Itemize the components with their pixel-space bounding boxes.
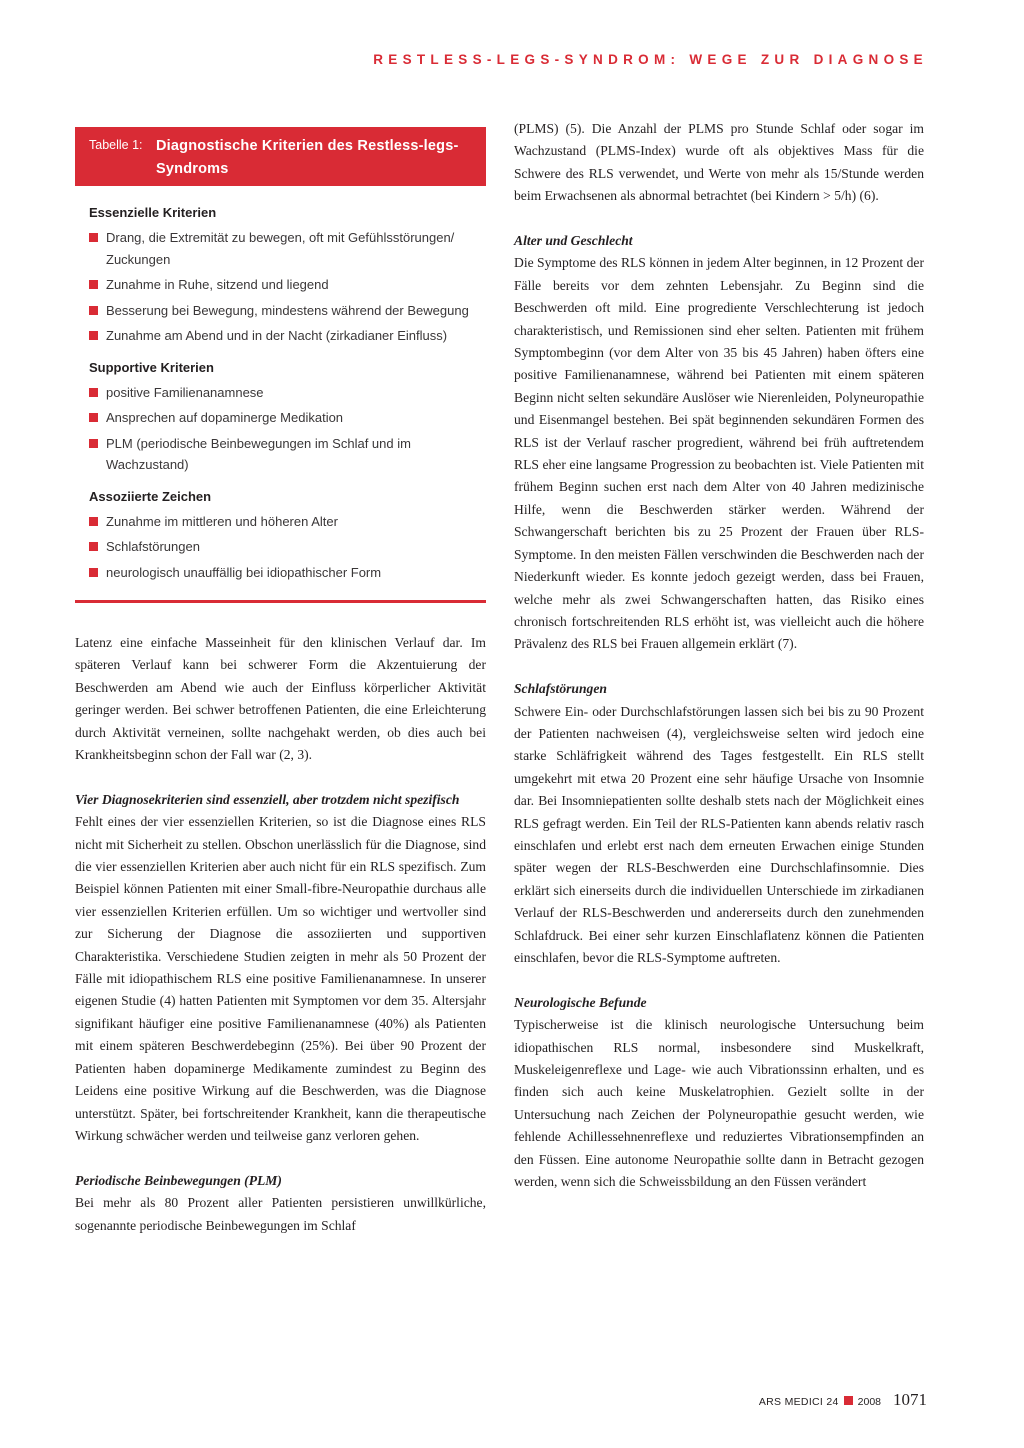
bullet-square-icon	[89, 306, 98, 315]
criteria-group-supportive	[89, 359, 486, 476]
bullet-square-icon	[89, 439, 98, 448]
criteria-item	[89, 325, 486, 347]
criteria-group-essential	[89, 204, 486, 347]
criteria-item	[89, 407, 486, 429]
criteria-item-text: PLM (periodische Beinbewegungen im Schlaf und im Wachzustand)	[106, 435, 411, 472]
issue-year: 2008	[857, 1396, 881, 1408]
criteria-item	[89, 274, 486, 296]
criteria-list	[89, 227, 486, 347]
table-bottom-rule	[75, 600, 486, 603]
bullet-square-icon	[89, 517, 98, 526]
table-body	[75, 186, 486, 583]
paragraph: (PLMS) (5). Die Anzahl der PLMS pro Stunde Schlaf oder sogar im Wachzustand (PLMS-Index) wurde oft als objektives Mass für die Schwere des RLS verwendet, und Werte von mehr als 15/Stunde werden beim Erwachsenen als abnormal betrachtet (bei Kindern > 5/h) (6).	[514, 121, 924, 204]
table-box	[75, 127, 486, 595]
section-heading: Alter und Geschlecht	[514, 233, 633, 249]
paragraph: Die Symptome des RLS können in jedem Alter beginnen, in 12 Prozent der Fälle bereits vor dem zehnten Lebensjahr. Zu Beginn sind die Beschwerden oft mild. Eine progrediente Verschlechterung ist jedoch charakteristisch, und Remissionen sind eher selten. Patienten mit frühem Symptombeginn (vor dem Alter von 35 bis 45 Jahren) haben öfters eine positive Familienanamnese, während bei Patienten mit einem späteren Beginn nicht selten sekundäre Auslöser wie Nierenleiden, Polyneuropathie und Eisenmangel bestehen. Bei spät beginnenden sekundären Formen des RLS ist der Verlauf rascher progredient, während bei früh auftretendem RLS eher eine langsame Progression zu beobachten ist. Viele Patienten mit frühem Beginn suchen erst nach dem Alter von 40 Jahren medizinische Hilfe, wenn die Beschwerden stärker werden. Während der Schwangerschaft berichten bis zu 25 Prozent der Frauen über RLS-Symptome. In den meisten Fällen verschwinden die Beschwerden nach der Niederkunft wieder. Es konnte jedoch gezeigt werden, dass bei Frauen, welche mehr als zwei Schwangerschaften hatten, das Risiko eines chronisch fortschreitenden RLS erhöht ist, was vielleicht auch die höhere Prävalenz des RLS bei Frauen allgemein erklärt (7).	[514, 255, 924, 652]
criteria-item-text: neurologisch unauffällig bei idiopathischer Form	[106, 564, 382, 580]
bullet-square-icon	[89, 388, 98, 397]
section-heading: Neurologische Befunde	[514, 994, 647, 1010]
bullet-square-icon	[89, 331, 98, 340]
criteria-item	[89, 382, 486, 404]
criteria-item-text: Zunahme in Ruhe, sitzend und liegend	[106, 277, 329, 292]
paragraph: Bei mehr als 80 Prozent aller Patienten persistieren unwillkürliche, sogenannte periodische Beinbewegungen im Schlaf	[75, 1195, 486, 1233]
criteria-heading: Essenzielle Kriterien	[89, 205, 217, 220]
paragraph: Typischerweise ist die klinisch neurologische Untersuchung beim idiopathischen RLS normal, insbesondere sind Muskelkraft, Muskeleigenreflexe und Lage- wie auch Vibrationssinn erhalten, und es finden sich auch keine Muskelatrophien. Gezielt sollte in der Untersuchung nach Zeichen der Polyneuropathie gesucht werden, wie fehlende Achillessehnenreflexe und reduziertes Vibrationsempfinden an den Füssen. Eine autonome Neuropathie sollte dann in Betracht gezogen werden, wenn sich die Schweissbildung an den Füssen verändert	[514, 1017, 924, 1190]
paragraph: Schwere Ein- oder Durchschlafstörungen lassen sich bei bis zu 90 Prozent der Patienten nachweisen (4), vergleichsweise selten wird jedoch eine starke Schläfrigkeit während des Tages festgestellt. Ein RLS stellt umgekehrt mit etwa 20 Prozent eine sehr häufige Ursache von Insomnie dar. Bei Insomniepatienten sollte deshalb stets nach der Möglichkeit eines RLS gefragt werden. Ein Teil der RLS-Patienten kann abends relativ rasch einschlafen und erlebt erst nach dem erneuten Erwachen einige Stunden später wegen der RLS-Beschwerden eine Durchschlafinsomnie. Dies erklärt sich einerseits durch die individuellen Unterschiede im zirkadianen Verlauf der RLS-Beschwerden und andererseits durch den zunehmenden Schlafdruck. Bei einer sehr kurzen Einschlaflatenz können die Patienten einschlafen, bevor die RLS-Symptome auftreten.	[514, 703, 924, 965]
criteria-heading: Supportive Kriterien	[89, 359, 214, 375]
criteria-item-text: Drang, die Extremität zu bewegen, oft mit Gefühlsstörungen/ Zuckungen	[106, 230, 455, 267]
footer-square-icon	[844, 1396, 853, 1405]
criteria-item-text: Schlafstörungen	[106, 539, 200, 554]
section-heading: Vier Diagnosekriterien sind essenziell, aber trotzdem nicht spezifisch	[75, 791, 460, 807]
criteria-item	[89, 511, 486, 533]
bullet-square-icon	[89, 413, 98, 422]
left-column	[75, 632, 486, 1237]
bullet-square-icon	[89, 280, 98, 289]
right-column	[514, 118, 924, 1193]
criteria-item	[89, 536, 486, 558]
paragraph: Fehlt eines der vier essenziellen Kriterien, so ist die Diagnose eines RLS nicht mit Sicherheit zu stellen. Obschon unerlässlich für die Diagnose, sind die vier essenziellen Kriterien aber auch nicht für ein RLS spezifisch. Zum Beispiel können Patienten mit einer Small-fibre-Neuropathie durchaus alle vier essenziellen Kriterien erfüllen. Um so wichtiger und wertvoller sind zur Sicherung der Diagnose die assoziierten und supportiven Charakteristika. Verschiedene Studien zeigten in mehr als 50 Prozent der Fälle mit idiopathischem RLS eine positive Familienanamnese. In unserer eigenen Studie (4) hatten Patienten mit Symptomen vor dem 35. Altersjahr signifikant häufiger eine positive Familienanamnese (40%) als Patienten mit einem späteren Beschwerdebeginn (25%). Bei über 90 Prozent der Patienten haben dopaminerge Medikamente zumindest zu Beginn des Leidens eine positive Wirkung auf die Beschwerden, was die Diagnose unterstützt. Später, bei fortschreitender Krankheit, kann die therapeutische Wirkung schwächer werden und teilweise ganz verloren gehen.	[75, 814, 486, 1143]
criteria-item	[89, 300, 486, 322]
section-heading: Periodische Beinbewegungen (PLM)	[75, 1172, 282, 1188]
table-title: Diagnostische Kriterien des Restless-legs-Syndroms	[156, 138, 459, 177]
paragraph: Latenz eine einfache Masseinheit für den klinischen Verlauf dar. Im späteren Verlauf kann bei schwerer Form die Akzentuierung der Beschwerden am Abend wie auch der Einfluss körperlicher Aktivität geringer werden. Bei schwer betroffenen Patienten, die eine Erleichterung durch Aktivität verneinen, sollte nachgehakt werden, ob dies auch bei Krankheitsbeginn schon der Fall war (2, 3).	[75, 635, 486, 763]
criteria-heading: Assoziierte Zeichen	[89, 488, 212, 504]
criteria-item	[89, 433, 486, 476]
bullet-square-icon	[89, 568, 98, 577]
criteria-list	[89, 511, 486, 584]
table-label: Tabelle 1:	[89, 138, 143, 152]
criteria-group-associated	[89, 488, 486, 584]
table-header	[75, 127, 486, 186]
running-head: RESTLESS-LEGS-SYNDROM: WEGE ZUR DIAGNOSE	[373, 52, 928, 67]
criteria-item	[89, 227, 486, 270]
bullet-square-icon	[89, 233, 98, 242]
criteria-list	[89, 382, 486, 476]
page-footer	[759, 1390, 927, 1410]
criteria-item	[89, 562, 486, 584]
criteria-item-text: Ansprechen auf dopaminerge Medikation	[106, 410, 344, 425]
journal-name: ARS MEDICI 24	[758, 1396, 839, 1408]
criteria-item-text: Zunahme am Abend und in der Nacht (zirkadianer Einfluss)	[106, 328, 448, 343]
section-heading: Schlafstörungen	[514, 681, 607, 697]
criteria-item-text: positive Familienanamnese	[106, 384, 264, 400]
criteria-item-text: Besserung bei Bewegung, mindestens während der Bewegung	[106, 302, 469, 318]
criteria-item-text: Zunahme im mittleren und höheren Alter	[106, 513, 338, 529]
page-number: 1071	[893, 1390, 927, 1409]
bullet-square-icon	[89, 542, 98, 551]
